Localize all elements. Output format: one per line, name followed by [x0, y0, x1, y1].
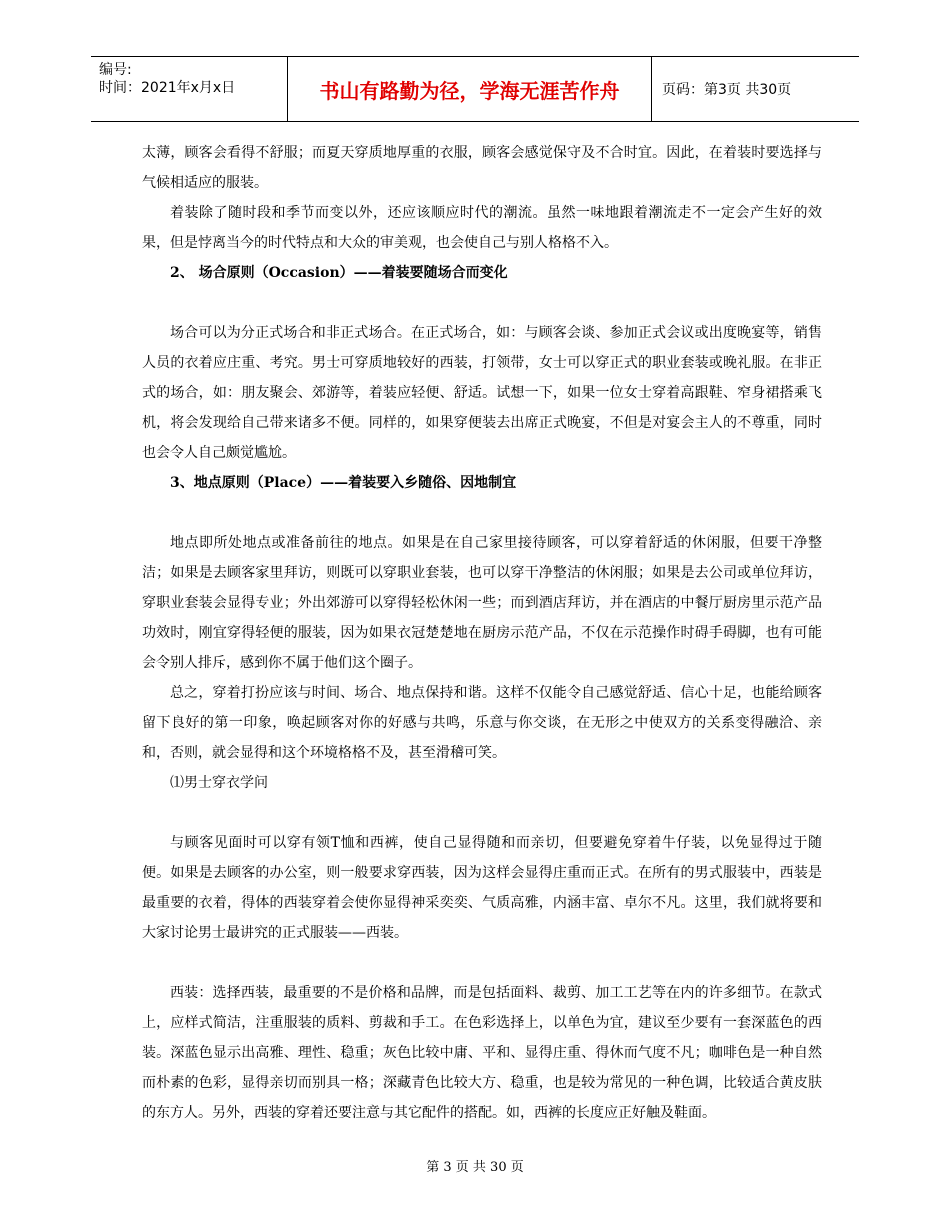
document-body: [142, 138, 822, 1128]
footer-page-number: 第 3 页 共 30 页: [426, 1160, 524, 1175]
serial-label: 编号:: [99, 62, 132, 78]
page-header: [91, 56, 859, 122]
paragraph-summary: 总之，穿着打扮应该与时间、场合、地点保持和谐。这样不仅能令自己感觉舒适、信心十足，也能给顾客留下良好的第一印象，唤起顾客对你的好感与共鸣，乐意与你交谈，在无形之中使双方的关系变得融洽、亲和，否则，就会显得和这个环境格格不及，甚至滑稽可笑。: [142, 685, 822, 761]
header-motto: [287, 57, 652, 121]
spacer: [142, 288, 822, 318]
time-label: 时间：2021年x月x日: [99, 80, 236, 96]
spacer: [142, 498, 822, 528]
paragraph-place: 地点即所处地点或准备前往的地点。如果是在自己家里接待顾客，可以穿着舒适的休闲服，但要干净整洁；如果是去顾客家里拜访，则既可以穿职业套装，也可以穿干净整洁的休闲服；如果是去公司或单位拜访，穿职业套装会显得专业；外出郊游可以穿得轻松休闲一些；而到酒店拜访，并在酒店的中餐厅厨房里示范产品功效时，刚宜穿得轻便的服装，因为如果衣冠楚楚地在厨房示范产品，不仅在示范操作时碍手碍脚，也有可能会令别人排斥，感到你不属于他们这个圈子。: [142, 535, 822, 671]
paragraph-climate: 太薄，顾客会看得不舒服；而夏天穿质地厚重的衣服，顾客会感觉保守及不合时宜。因此，在着装时要选择与气候相适应的服装。: [142, 145, 822, 191]
header-meta: [91, 57, 287, 121]
page-info-text: 页码：第3页 共30页: [662, 82, 792, 98]
paragraph-suit: 西装：选择西装，最重要的不是价格和品牌，而是包括面料、裁剪、加工工艺等在内的许多细节。在款式上，应样式简洁，注重服装的质料、剪裁和手工。在色彩选择上，以单色为宜，建议至少要有一套深蓝色的西装。深蓝色显示出高雅、理性、稳重；灰色比较中庸、平和、显得庄重、得休而气度不凡；咖啡色是一种自然而朴素的色彩，显得亲切而别具一格；深藏青色比较大方、稳重，也是较为常见的一种色调，比较适合黄皮肤的东方人。另外，西装的穿着还要注意与其它配件的搭配。如，西裤的长度应正好触及鞋面。: [142, 985, 822, 1121]
subheading-men-dress: ⑴男士穿衣学问: [170, 775, 268, 791]
paragraph-occasion: 场合可以为分正式场合和非正式场合。在正式场合，如：与顾客会谈、参加正式会议或出度晚宴等，销售人员的衣着应庄重、考究。男士可穿质地较好的西装，打领带，女士可以穿正式的职业套装或晚礼服。在非正式的场合，如：朋友聚会、郊游等，着装应轻便、舒适。试想一下，如果一位女士穿着高跟鞋、窄身裙搭乘飞机，将会发现给自己带来诸多不便。同样的，如果穿便装去出席正式晚宴，不但是对宴会主人的不尊重，同时也会令人自己颇觉尴尬。: [142, 325, 822, 461]
header-page-info: [652, 57, 859, 121]
heading-place: 3、地点原则（Place）——着装要入乡随俗、因地制宜: [170, 475, 517, 491]
motto-text: 书山有路勤为径，学海无涯苦作舟: [319, 78, 620, 103]
spacer: [142, 948, 822, 978]
heading-occasion: 2、 场合原则（Occasion）——着装要随场合而变化: [170, 265, 508, 281]
paragraph-men-dress: 与顾客见面时可以穿有领T恤和西裤，使自己显得随和而亲切，但要避免穿着牛仔装，以免显得过于随便。如果是去顾客的办公室，则一般要求穿西装，因为这样会显得庄重而正式。在所有的男式服装中，西装是最重要的衣着，得体的西装穿着会使你显得神采奕奕、气质高雅，内涵丰富、卓尔不凡。这里，我们就将要和大家讨论男士最讲究的正式服装——西装。: [142, 835, 822, 941]
page-footer: [0, 1156, 950, 1175]
spacer: [142, 798, 822, 828]
paragraph-trend: 着装除了随时段和季节而变以外，还应该顺应时代的潮流。虽然一味地跟着潮流走不一定会产生好的效果，但是悖离当今的时代特点和大众的审美观，也会使自己与别人格格不入。: [142, 205, 822, 251]
